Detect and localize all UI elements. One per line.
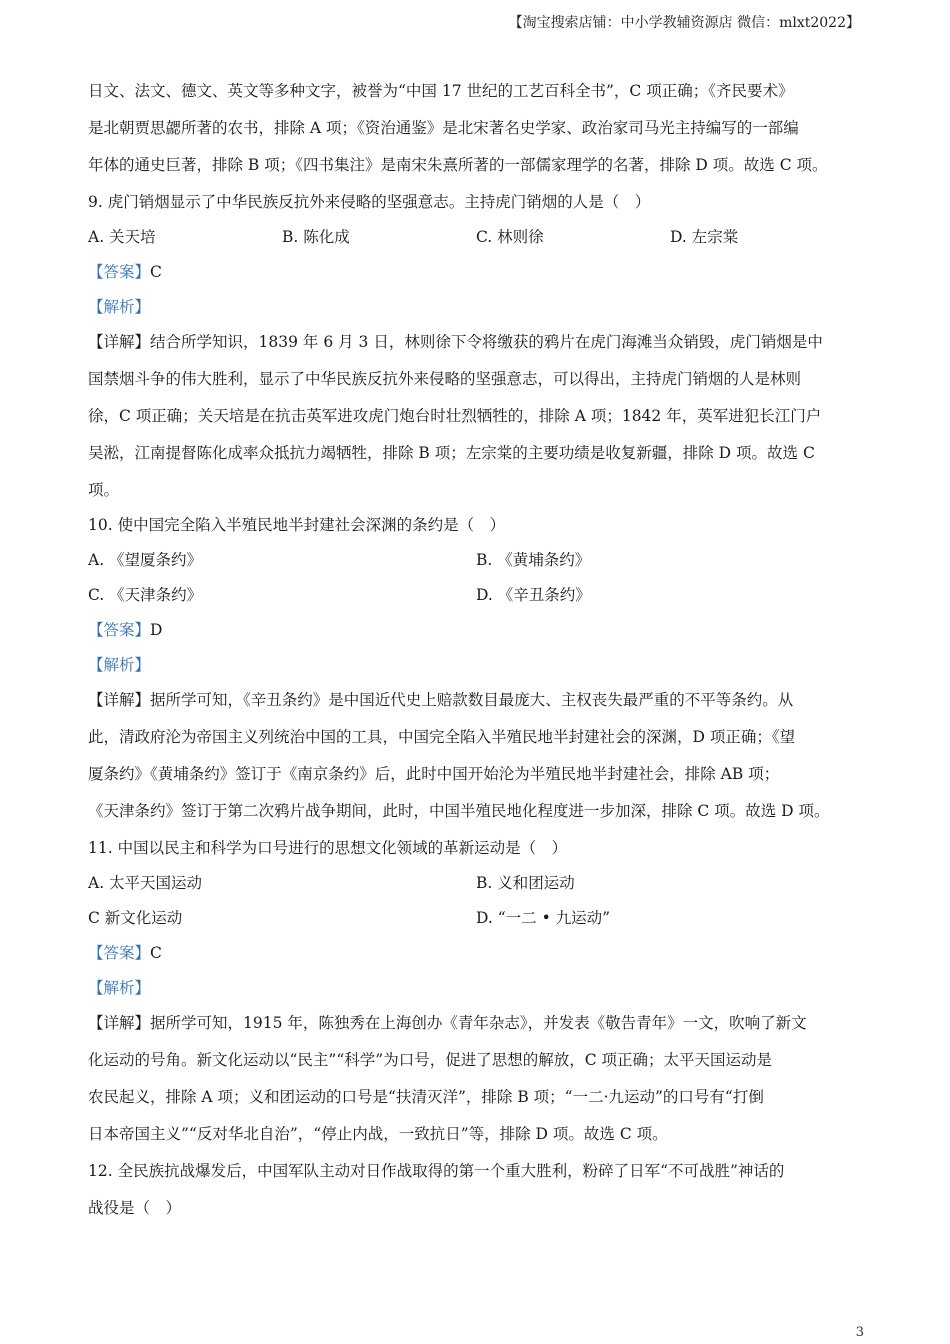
detail-text: 据所学可知，《辛丑条约》是中国近代史上赔款数目最庞大、主权丧失最严重的不平等条约。从 — [150, 691, 794, 709]
page-header: 【淘宝搜索店铺：中小学教辅资源店 微信：mlxt2022】 — [508, 15, 860, 31]
document-body — [88, 76, 878, 1230]
detail-line: 吴淞，江南提督陈化成率众抵抗力竭牺牲，排除 B 项；左宗棠的主要功绩是收复新疆，排除 D 项。故选 C — [88, 444, 815, 462]
question-stem: 战役是（ ） — [88, 1199, 182, 1217]
detail-tag: 【详解】 — [88, 1014, 151, 1032]
question-12 — [88, 1156, 878, 1230]
detail-text: 结合所学知识，1839 年 6 月 3 日，林则徐下令将缴获的鸦片在虎门海滩当众销毁，虎门销烟是中 — [150, 333, 823, 351]
intro-paragraph — [88, 76, 878, 187]
detail-line: 项。 — [88, 481, 120, 499]
option-c: C. 林则徐 — [476, 228, 544, 246]
analysis-line — [88, 292, 878, 327]
text-line: 日文、法文、德文、英文等多种文字，被誉为“中国 17 世纪的工艺百科全书”，C 项正确；《齐民要术》 — [88, 82, 794, 100]
option-row — [88, 580, 878, 615]
question-stem: 11. 中国以民主和科学为口号进行的思想文化领域的革新运动是（ ） — [88, 839, 568, 857]
option-row — [88, 222, 878, 257]
answer-tag: 【答案】 — [88, 621, 151, 639]
text-line: 是北朝贾思勰所著的农书，排除 A 项；《资治通鉴》是北宋著名史学家、政治家司马光主持编写的一部编 — [88, 119, 799, 137]
option-a: A. 关天培 — [88, 228, 156, 246]
answer-line — [88, 615, 878, 650]
detail-line: 日本帝国主义”“反对华北自治”，“停止内战，一致抗日”等，排除 D 项。故选 C 项。 — [88, 1125, 668, 1143]
answer-line — [88, 257, 878, 292]
question-stem: 9. 虎门销烟显示了中华民族反抗外来侵略的坚强意志。主持虎门销烟的人是（ ） — [88, 193, 651, 211]
analysis-tag: 【解析】 — [88, 979, 151, 997]
detail-line — [88, 1008, 878, 1045]
answer-line — [88, 938, 878, 973]
detail-line: 农民起义，排除 A 项；义和团运动的口号是“扶清灭洋”，排除 B 项；“一二·九运动”的口号有“打倒 — [88, 1088, 764, 1106]
question-10 — [88, 510, 878, 833]
detail-line: 国禁烟斗争的伟大胜利，显示了中华民族反抗外来侵略的坚强意志，可以得出，主持虎门销烟的人是林则 — [88, 370, 802, 388]
page-number: 3 — [855, 1325, 864, 1340]
detail-line: 徐，C 项正确；关天培是在抗击英军进攻虎门炮台时壮烈牺牲的，排除 A 项；1842 年，英军进犯长江门户 — [88, 407, 822, 425]
option-row — [88, 868, 878, 903]
option-c: C 新文化运动 — [88, 909, 183, 927]
question-11 — [88, 833, 878, 1156]
question-stem: 12. 全民族抗战爆发后，中国军队主动对日作战取得的第一个重大胜利，粉碎了日军“不可战胜”神话的 — [88, 1162, 785, 1180]
option-row — [88, 545, 878, 580]
answer-value: C — [150, 944, 162, 962]
question-9 — [88, 187, 878, 510]
detail-text: 据所学可知，1915 年，陈独秀在上海创办《青年杂志》，并发表《敬告青年》一文，吹响了新文 — [150, 1014, 807, 1032]
detail-line: 厦条约》《黄埔条约》签订于《南京条约》后，此时中国开始沦为半殖民地半封建社会，排除 AB 项； — [88, 765, 780, 783]
detail-line: 《天津条约》签订于第二次鸦片战争期间，此时，中国半殖民地化程度进一步加深，排除 C 项。故选 D 项。 — [88, 802, 830, 820]
analysis-tag: 【解析】 — [88, 656, 151, 674]
option-b: B. 陈化成 — [282, 228, 350, 246]
option-b: B. 《黄埔条约》 — [476, 551, 591, 569]
detail-line — [88, 685, 878, 722]
answer-tag: 【答案】 — [88, 944, 151, 962]
detail-line: 化运动的号角。新文化运动以“民主”“科学”为口号，促进了思想的解放，C 项正确；太平天国运动是 — [88, 1051, 772, 1069]
option-d: D. “一二 • 九运动” — [476, 909, 611, 927]
detail-tag: 【详解】 — [88, 333, 151, 351]
option-a: A. 《望厦条约》 — [88, 551, 203, 569]
option-a: A. 太平天国运动 — [88, 874, 203, 892]
detail-line: 此，清政府沦为帝国主义列统治中国的工具，中国完全陷入半殖民地半封建社会的深渊，D 项正确；《望 — [88, 728, 796, 746]
option-c: C. 《天津条约》 — [88, 586, 203, 604]
option-row — [88, 903, 878, 938]
analysis-line — [88, 650, 878, 685]
answer-value: C — [150, 263, 162, 281]
detail-line — [88, 327, 878, 364]
option-d: D. 《辛丑条约》 — [476, 586, 591, 604]
option-d: D. 左宗棠 — [670, 228, 739, 246]
analysis-tag: 【解析】 — [88, 298, 151, 316]
option-b: B. 义和团运动 — [476, 874, 575, 892]
analysis-line — [88, 973, 878, 1008]
question-stem: 10. 使中国完全陷入半殖民地半封建社会深渊的条约是（ ） — [88, 516, 506, 534]
detail-tag: 【详解】 — [88, 691, 151, 709]
text-line: 年体的通史巨著，排除 B 项；《四书集注》是南宋朱熹所著的一部儒家理学的名著，排除 D 项。故选 C 项。 — [88, 156, 828, 174]
answer-value: D — [150, 621, 163, 639]
answer-tag: 【答案】 — [88, 263, 151, 281]
